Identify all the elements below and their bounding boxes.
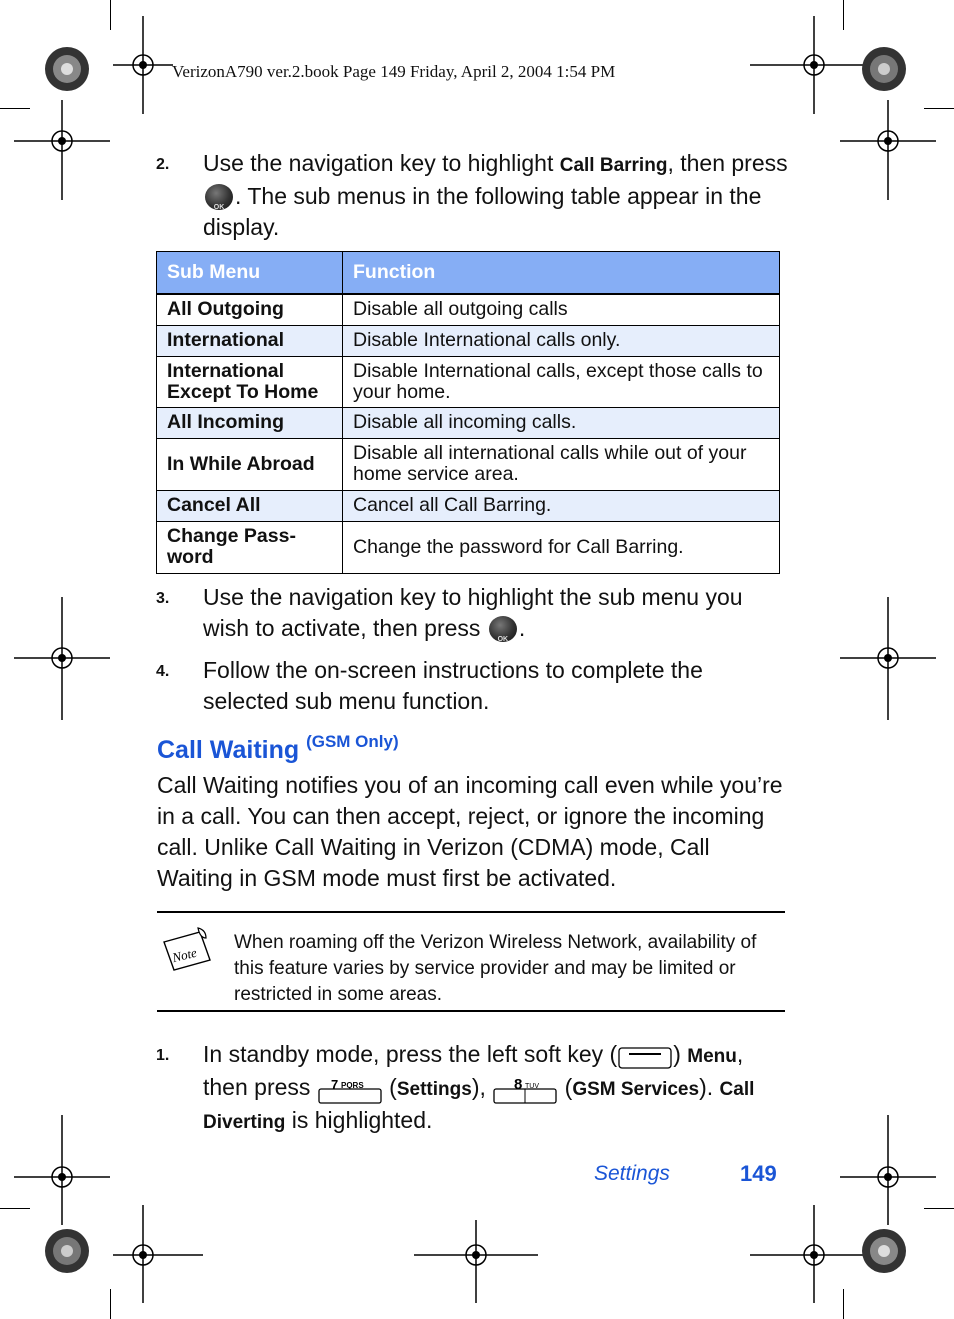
sub-menu-table: [156, 251, 780, 574]
svg-text:8: 8: [514, 1076, 523, 1093]
note-top-rule: [157, 911, 785, 913]
note-bottom-rule: [157, 1010, 785, 1012]
table-header-row: [157, 252, 780, 295]
table-row: [157, 356, 780, 407]
page-number: 149: [740, 1161, 777, 1186]
sub-menu-cell: International: [157, 325, 343, 356]
column-header-function: Function: [343, 252, 780, 295]
step-number: 3.: [156, 590, 170, 607]
note-icon: [160, 924, 216, 974]
function-cell: Disable International calls, except those calls to your home.: [343, 356, 780, 407]
key-7-icon: [317, 1075, 383, 1105]
section-title: Call Waiting $^{(GSM Only)}$: [157, 732, 399, 764]
step-1: [156, 1039, 786, 1135]
sub-menu-cell: In While Abroad: [157, 438, 343, 490]
table-row: [157, 438, 780, 490]
column-header-sub-menu: Sub Menu: [157, 252, 343, 295]
svg-text:PQRS: PQRS: [340, 1081, 364, 1090]
svg-text:TUV: TUV: [525, 1083, 540, 1090]
function-cell: Disable all outgoing calls: [343, 294, 780, 325]
function-cell: Disable International calls only.: [343, 325, 780, 356]
step-text: Use the navigation key to highlight the sub menu you wish to activate, then press OK .: [203, 584, 743, 643]
table-row: [157, 325, 780, 356]
left-soft-key-icon: [617, 1044, 673, 1070]
body-paragraph: Call Waiting notifies you of an incoming call even while you’re in a call. You can then accept, reject, or ignore the incoming call. Unlike Call Waiting in Verizon (CDMA) mode, Call Waiting in GSM mode must first be activated.: [157, 772, 783, 891]
function-cell: Change the password for Call Barring.: [343, 521, 780, 573]
sub-menu-cell: All Incoming: [157, 407, 343, 438]
sub-menu-cell: Change Pass-word: [157, 521, 343, 573]
svg-text:Note: Note: [170, 944, 199, 966]
function-cell: Cancel all Call Barring.: [343, 490, 780, 521]
sub-menu-cell: All Outgoing: [157, 294, 343, 325]
table-row: [157, 294, 780, 325]
sub-menu-cell: Cancel All: [157, 490, 343, 521]
step-3: [156, 582, 786, 646]
section-title-qualifier: (GSM Only): [306, 732, 399, 751]
ok-key-icon: OK: [489, 616, 517, 642]
sub-menu-cell: International Except To Home: [157, 356, 343, 407]
table-row: [157, 490, 780, 521]
ok-key-icon: OK: [205, 184, 233, 210]
step-number: 4.: [156, 663, 170, 680]
svg-text:7: 7: [330, 1077, 339, 1092]
step-number: 1.: [156, 1047, 170, 1064]
step-text: Use the navigation key to highlight Call Barring, then press OK . The sub menus in the following table appear in the display.: [203, 150, 788, 240]
note-text: When roaming off the Verizon Wireless Network, availability of this feature varies by service provider and may be limited or restricted in some areas.: [234, 932, 757, 1005]
print-header: VerizonA790 ver.2.book Page 149 Friday, April 2, 2004 1:54 PM: [172, 62, 616, 81]
footer-section-label: Settings: [594, 1162, 670, 1185]
function-cell: Disable all incoming calls.: [343, 407, 780, 438]
key-8-icon: [492, 1075, 558, 1105]
step-4: [156, 655, 786, 719]
table-row: [157, 521, 780, 573]
step-2: [156, 148, 786, 248]
step-number: 2.: [156, 156, 170, 173]
step-text: Follow the on-screen instructions to complete the selected sub menu function.: [203, 657, 703, 714]
step-text: In standby mode, press the left soft key ( ) Menu, then press 7 PQRS (Settings), 8 TUV (GSM Services). Call Diverting is highlighted.: [203, 1041, 755, 1133]
function-cell: Disable all international calls while out of your home service area.: [343, 438, 780, 490]
table-row: [157, 407, 780, 438]
